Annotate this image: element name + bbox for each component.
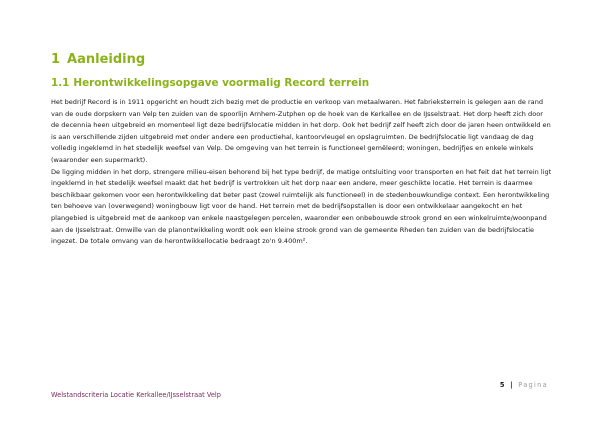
body-line: (waaronder een supermarkt). [51,155,148,164]
section-title: Herontwikkelingsopgave voormalig Record terrein [73,77,370,89]
document-title-footer: Welstandscriteria Locatie Kerkallee/IJsselstraat Velp [51,391,221,399]
section-heading [51,77,369,89]
page-label: Pagina [518,381,548,389]
body-line: ten behoeve van (overwegend) woningbouw ligt voor de hand. Het terrein met de bedrijfsopstallen is door een ontwikkelaar aangekocht en het [51,202,523,211]
page-separator: | [510,381,514,389]
page-number-footer [500,381,548,389]
chapter-number: 1 [51,52,61,67]
body-line: beschikbaar gekomen voor een herontwikkeling dat beter past (zowel ruimtelijk als functioneel) in de stedenbouwkundige context. Een herontwikkeling [51,190,550,199]
body-line: ingeklemd in het stedelijk weefsel maakt dat het bedrijf is vertrokken uit het dorp naar een andere, meer geschikte locatie. Het terrein is daarmee [51,179,533,188]
body-line: is aan verschillende zijden uitgebreid met onder andere een productiehal, kantoorvleugel en opslagruimten. De bedrijfslocatie ligt vandaag de dag [51,132,534,141]
body-line: plangebied is uitgebreid met de aankoop van enkele naastgelegen percelen, waaronder een onbebouwde strook grond en een winkelruimte/woonpand [51,213,547,222]
body-line: Het bedrijf Record is in 1911 opgericht en houdt zich bezig met de productie en verkoop van metaalwaren. Het fabrieksterrein is gelegen aan de rand [51,98,543,106]
page-number: 5 [499,381,506,389]
body-line: volledig ingeklemd in het stedelijk weefsel van Velp. De omgeving van het terrein is functioneel gemêleerd; woningen, bedrijfjes en enkele winkels [51,144,534,153]
chapter-heading [51,52,145,67]
body-line: De ligging midden in het dorp, strengere milieu-eisen behorend bij het type bedrijf, de matige ontsluiting voor transporten en het feit dat het terrein ligt [51,167,552,176]
body-line: aan de IJsselstraat. Omwille van de planontwikkeling wordt ook een kleine strook grond van de gemeente Rheden ten zuiden van de bedrijfslocatie [51,225,535,234]
chapter-title: Aanleiding [67,52,146,67]
body-line: ingezet. De totale omvang van de herontwikkellocatie bedraagt zo'n 9.400m². [51,237,308,246]
body-line: van de oude dorpskern van Velp ten zuiden van de spoorlijn Arnhem-Zutphen op de hoek van de Kerkallee en de IJsselstraat. Het dorp heeft zich door [51,109,543,118]
body-paragraphs [51,97,556,248]
section-number: 1.1 [51,77,70,89]
body-line: de decennia heen uitgebreid en momenteel ligt deze bedrijfslocatie midden in het dorp. Ook het bedrijf zelf heeft zich door de jaren heen ontwikkeld en [51,121,551,130]
